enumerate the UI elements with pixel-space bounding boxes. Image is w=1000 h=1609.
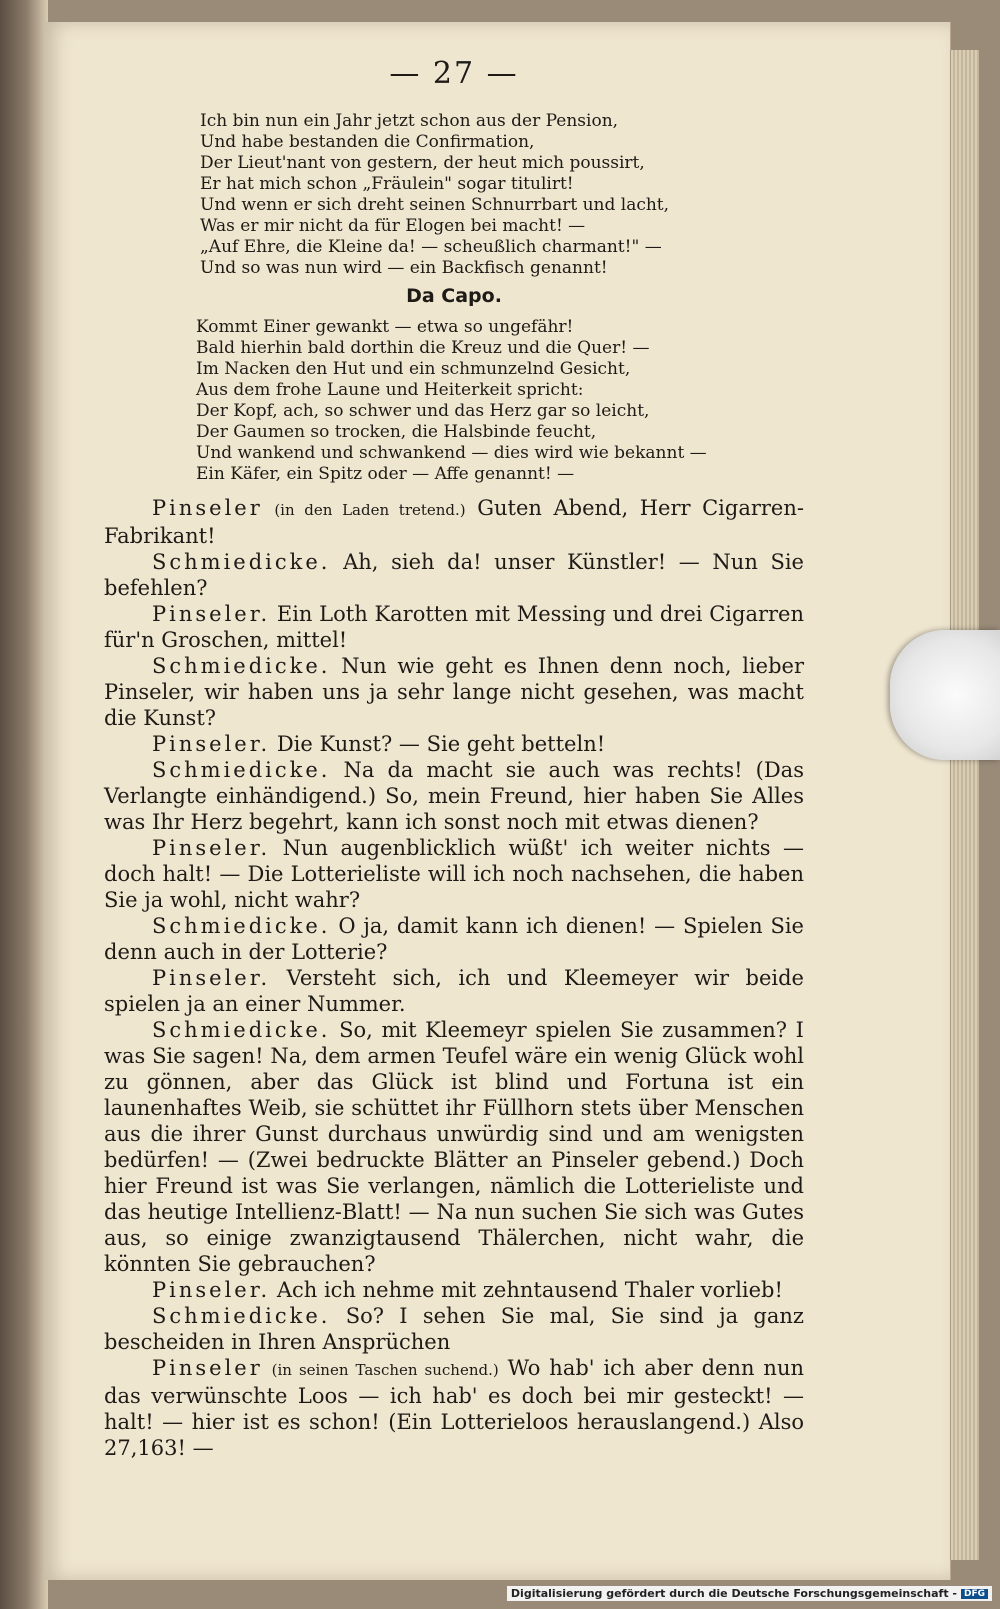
verse-line: Und so was nun wird — ein Backfisch genannt!: [200, 258, 608, 278]
verse-line: Was er mir nicht da für Elogen bei macht! —: [200, 216, 586, 236]
verse-line: Kommt Einer gewankt — etwa so ungefähr!: [196, 317, 574, 337]
speaker-name: Pinseler.: [152, 1278, 271, 1302]
dialogue-text: Ah, sieh da! unser Künstler! — Nun Sie befehlen?: [104, 550, 804, 600]
dialogue-text: Nun augenblicklich wüßt' ich weiter nichts — doch halt! — Die Lotterieliste will ich noch nachsehen, die haben Sie ja wohl, nicht wahr?: [104, 836, 804, 912]
speaker-name: Pinseler.: [152, 732, 271, 756]
dialogue-text: Guten Abend, Herr Cigarren-Fabrikant!: [104, 496, 804, 548]
book-spine: [0, 0, 48, 1609]
dialogue-paragraph: [104, 1355, 804, 1461]
dialogue-paragraph: [104, 1277, 804, 1303]
speaker-name: Pinseler.: [152, 602, 271, 626]
footer-credit: [507, 1586, 992, 1601]
page-number: — 27 —: [389, 56, 519, 91]
dialogue-paragraph: [104, 835, 804, 913]
speaker-name: Pinseler: [152, 1356, 263, 1380]
verse-line: Er hat mich schon „Fräulein" sogar titulirt!: [200, 174, 574, 194]
dialogue: [104, 495, 804, 1461]
thumb-holding-page: [890, 630, 1000, 760]
speaker-name: Schmiedicke.: [152, 914, 331, 938]
speaker-name: Schmiedicke.: [152, 654, 331, 678]
verse-line: Der Kopf, ach, so schwer und das Herz gar so leicht,: [196, 401, 650, 421]
verse-line: Und wenn er sich dreht seinen Schnurrbart und lacht,: [200, 195, 670, 215]
dialogue-text: O ja, damit kann ich dienen! — Spielen Sie denn auch in der Lotterie?: [104, 914, 804, 964]
dialogue-text: Ach ich nehme mit zehntausend Thaler vorlieb!: [276, 1278, 783, 1302]
stage-direction: (in seinen Taschen suchend.): [271, 1361, 499, 1379]
dialogue-paragraph: [104, 495, 804, 549]
dfg-logo: DFG: [961, 1589, 988, 1599]
dialogue-paragraph: [104, 731, 804, 757]
dialogue-text: Wo hab' ich aber denn nun das verwünschte Loos — ich hab' es doch bei mir gesteckt! — halt! — hier ist es schon! (Ein Lotterieloos herauslangend.) Also 27,163! —: [104, 1356, 804, 1460]
verse-line: Und wankend und schwankend — dies wird wie bekannt —: [196, 443, 707, 463]
dialogue-paragraph: [104, 601, 804, 653]
verse-line: Im Nacken den Hut und ein schmunzelnd Gesicht,: [196, 359, 631, 379]
page-content: [104, 56, 804, 1461]
dialogue-paragraph: [104, 757, 804, 835]
speaker-name: Schmiedicke.: [152, 1304, 331, 1328]
verse-line: Der Lieut'nant von gestern, der heut mich poussirt,: [200, 153, 645, 173]
dialogue-text: So? I sehen Sie mal, Sie sind ja ganz bescheiden in Ihren Ansprüchen: [104, 1304, 804, 1354]
dialogue-text: Versteht sich, ich und Kleemeyer wir beide spielen ja an einer Nummer.: [104, 966, 804, 1016]
section-title: Da Capo.: [406, 285, 502, 307]
footer-credit-text: Digitalisierung gefördert durch die Deutsche Forschungsgemeinschaft -: [510, 1587, 957, 1600]
verse-da-capo: [196, 317, 804, 485]
verse-line: Und habe bestanden die Confirmation,: [200, 132, 535, 152]
page-edges: [950, 50, 979, 1560]
verse-backfisch: [200, 111, 804, 279]
speaker-name: Schmiedicke.: [152, 550, 331, 574]
stage-direction: (in den Laden tretend.): [274, 501, 466, 519]
speaker-name: Pinseler.: [152, 836, 271, 860]
dialogue-paragraph: [104, 1017, 804, 1277]
verse-line: Der Gaumen so trocken, die Halsbinde feucht,: [196, 422, 597, 442]
speaker-name: Pinseler: [152, 496, 263, 520]
dialogue-text: Ein Loth Karotten mit Messing und drei Cigarren für'n Groschen, mittel!: [104, 602, 804, 652]
dialogue-text: Na da macht sie auch was rechts! (Das Verlangte einhändigend.) So, mein Freund, hier haben Sie Alles was Ihr Herz begehrt, kann ich sonst noch mit etwas dienen?: [104, 758, 804, 834]
verse-line: Aus dem frohe Laune und Heiterkeit spricht:: [196, 380, 584, 400]
verse-line: Ich bin nun ein Jahr jetzt schon aus der Pension,: [200, 111, 619, 131]
verse-line: Ein Käfer, ein Spitz oder — Affe genannt! —: [196, 464, 575, 484]
verse-line: Bald hierhin bald dorthin die Kreuz und die Quer! —: [196, 338, 650, 358]
dialogue-paragraph: [104, 653, 804, 731]
dialogue-paragraph: [104, 913, 804, 965]
verse-line: „Auf Ehre, die Kleine da! — scheußlich charmant!" —: [200, 237, 662, 257]
dialogue-text: Nun wie geht es Ihnen denn noch, lieber Pinseler, wir haben uns ja sehr lange nicht gesehen, was macht die Kunst?: [104, 654, 804, 730]
speaker-name: Pinseler.: [152, 966, 271, 990]
speaker-name: Schmiedicke.: [152, 758, 331, 782]
dialogue-paragraph: [104, 1303, 804, 1355]
dialogue-paragraph: [104, 549, 804, 601]
dialogue-text: Die Kunst? — Sie geht betteln!: [276, 732, 606, 756]
dialogue-paragraph: [104, 965, 804, 1017]
dialogue-text: So, mit Kleemeyr spielen Sie zusammen? I was Sie sagen! Na, dem armen Teufel wäre ein wenig Glück wohl zu gönnen, aber das Glück ist blind und Fortuna ist ein launenhaftes Weib, sie schüttet ihr Füllhorn stets über Menschen aus die ihrer Gunst durchaus unwürdig sind und am wenigsten bedürfen! — (Zwei bedruckte Blätter an Pinseler gebend.) Doch hier Freund ist was Sie verlangen, nämlich die Lotterieliste und das heutige Intellienz-Blatt! — Na nun suchen Sie sich was Gutes aus, so einige zwanzigtausend Thälerchen, nicht wahr, die könnten Sie gebrauchen?: [104, 1018, 804, 1276]
speaker-name: Schmiedicke.: [152, 1018, 331, 1042]
